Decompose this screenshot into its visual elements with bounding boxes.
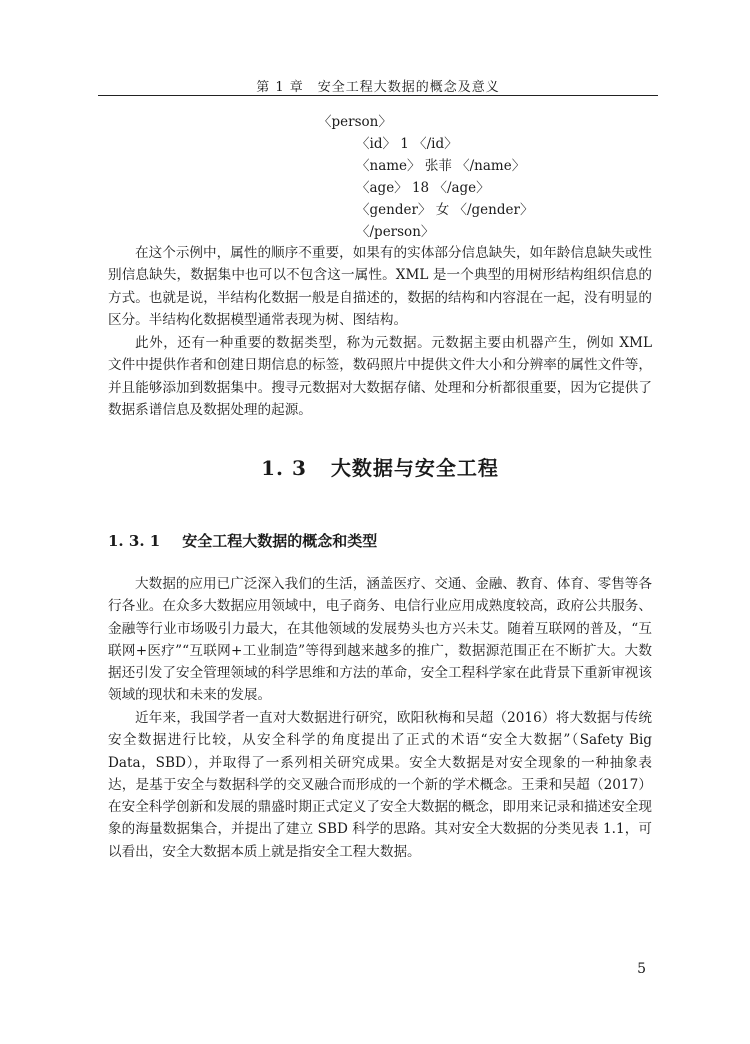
xml-line-age: 〈age〉 18 〈/age〉 (356, 180, 490, 196)
subsection-number: 1. 3. 1 (108, 532, 161, 550)
paragraph-big-data-applications: 大数据的应用已广泛深入我们的生活，涵盖医疗、交通、金融、教育、体育、零售等各行各业。在众多大数据应用领域中，电子商务、电信行业应用成熟度较高，政府公共服务、金融等行业市场吸引力最大，在其他领域的发展势头也方兴未艾。随着互联网的普及，“互联网+医疗”“互联网+工业制造”等得到越来越多的推广，数据源范围正在不断扩大。大数据还引发了安全管理领域的科学思维和方法的革命，安全工程科学家在此背景下重新审视该领域的现状和未来的发展。 (108, 576, 652, 704)
section-heading (108, 452, 652, 481)
running-header: 第 1 章 安全工程大数据的概念及意义 (256, 80, 500, 95)
header-rule (98, 95, 658, 96)
xml-line-name: 〈name〉 张菲 〈/name〉 (356, 158, 526, 174)
section-number: 1. 3 (261, 456, 307, 480)
paragraph-metadata: 此外，还有一种重要的数据类型，称为元数据。元数据主要由机器产生，例如 XML 文件中提供作者和创建日期信息的标签，数码照片中提供文件大小和分辨率的属性文件等，并且能够添加到数据集中。搜寻元数据对大数据存储、处理和分析都很重要，因为它提供了数据系谱信息及数据处理的起源。 (108, 335, 652, 418)
subsection-title-text: 安全工程大数据的概念和类型 (182, 532, 378, 550)
xml-line-person-close: 〈/person〉 (356, 224, 435, 240)
page-number: 5 (637, 961, 646, 977)
subsection-heading (108, 530, 377, 551)
paragraph-xml-explanation: 在这个示例中，属性的顺序不重要，如果有的实体部分信息缺失，如年龄信息缺失或性别信息缺失，数据集中也可以不包含这一属性。XML 是一个典型的用树形结构组织信息的方式。也就是说，半结构化数据一般是自描述的，数据的结构和内容混在一起，没有明显的区分。半结构化数据模型通常表现为树、图结构。 (108, 245, 652, 328)
xml-line-gender: 〈gender〉 女 〈/gender〉 (356, 202, 534, 218)
xml-line-person-open: 〈person〉 (318, 114, 392, 130)
section-title-text: 大数据与安全工程 (330, 456, 499, 480)
xml-line-id: 〈id〉 1 〈/id〉 (356, 136, 458, 152)
paragraph-safety-big-data: 近年来，我国学者一直对大数据进行研究，欧阳秋梅和吴超（2016）将大数据与传统安全数据进行比较，从安全科学的角度提出了正式的术语“安全大数据”（Safety Big Data，SBD），并取得了一系列相关研究成果。安全大数据是对安全现象的一种抽象表达，是基于安全与数据科学的交叉融合而形成的一个新的学术概念。王秉和吴超（2017）在安全科学创新和发展的鼎盛时期正式定义了安全大数据的概念，即用来记录和描述安全现象的海量数据集合，并提出了建立 SBD 科学的思路。其对安全大数据的分类见表 1.1，可以看出，安全大数据本质上就是指安全工程大数据。 (108, 710, 652, 860)
